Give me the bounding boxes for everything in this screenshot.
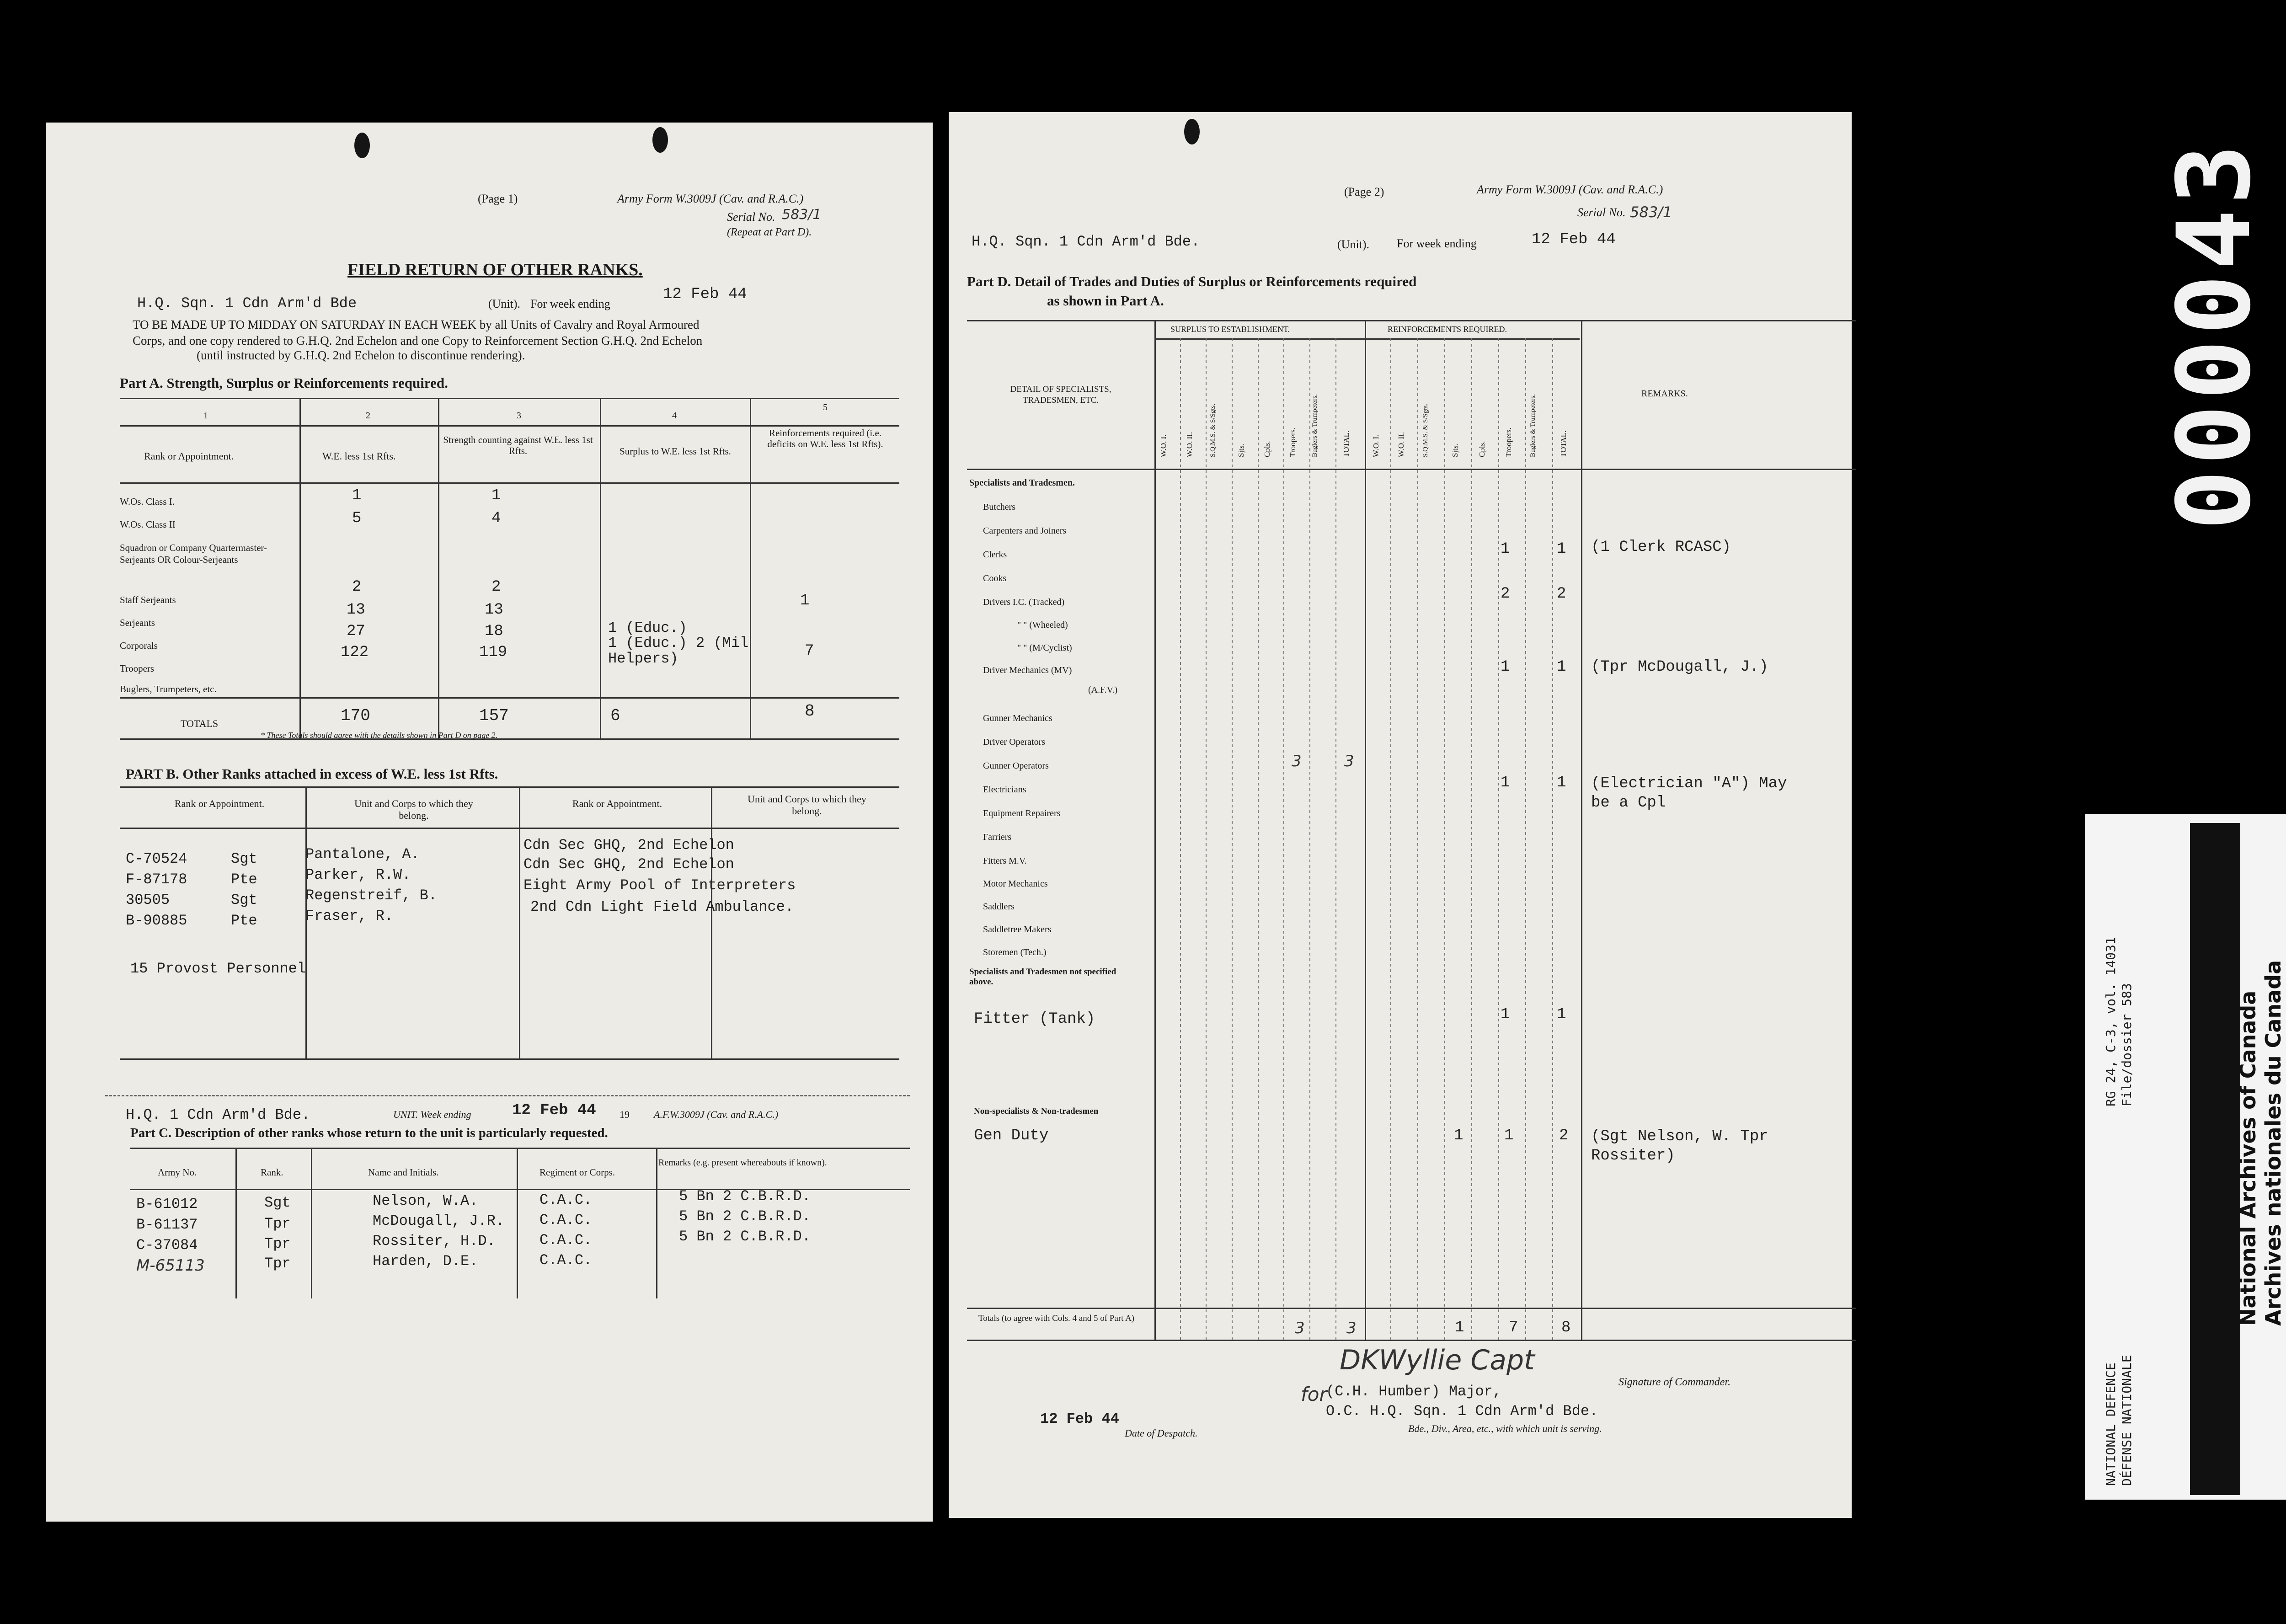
unit: Eight Army Pool of Interpreters [523, 877, 796, 894]
name: Harden, D.E. [373, 1253, 478, 1270]
rank: Sgt [231, 892, 257, 908]
army-no: M-65113 [136, 1256, 205, 1275]
part-a-rule [120, 398, 899, 399]
repeat-note: (Repeat at Part D). [727, 226, 812, 238]
col-header: Cpls. [1263, 441, 1271, 457]
signature-label: Signature of Commander. [1618, 1376, 1731, 1388]
rank: Tpr [264, 1235, 291, 1252]
part-a-divider [299, 398, 301, 738]
trade-label: Equipment Repairers [983, 808, 1061, 818]
trade-label: Drivers I.C. (Tracked) [983, 597, 1065, 607]
remarks: 5 Bn 2 C.B.R.D. [679, 1228, 811, 1245]
part-b-header: Rank or Appointment. [174, 798, 265, 809]
trade-label: Carpenters and Joiners [983, 526, 1067, 536]
gen-duty-sjts: 1 [1454, 1127, 1463, 1144]
part-a-rule [120, 425, 899, 427]
serial-value: 583/1 [782, 207, 822, 223]
archive-dept: DÉFENSE NATIONALE [2119, 1355, 2134, 1486]
part-b-rule [120, 828, 899, 829]
trade-remark: (Tpr McDougall, J.) [1591, 658, 1768, 676]
col-header: S.Q.M.S. & S/Sgts. [1209, 403, 1217, 457]
part-a-header: Reinforcements required (i.e. deficits on W.E. less 1st Rfts). [767, 427, 883, 449]
unit-label: (Unit). [488, 297, 521, 310]
part-b-rule [120, 786, 899, 788]
rank-label: Corporals [120, 640, 158, 651]
unit-value: H.Q. Sqn. 1 Cdn Arm'd Bde [137, 295, 357, 312]
trade-label: (A.F.V.) [1088, 685, 1118, 695]
part-c-unit-label: UNIT. Week ending [393, 1109, 471, 1120]
part-c-header: Rank. [261, 1167, 283, 1178]
col-header: Cpls. [1478, 441, 1486, 457]
totals-sjts: 1 [1455, 1319, 1464, 1336]
trade-label: Saddletree Makers [983, 924, 1052, 935]
gen-duty-total: 2 [1559, 1127, 1569, 1144]
army-no: B-61137 [136, 1216, 198, 1233]
commander-note: Bde., Div., Area, etc., with which unit is serving. [1408, 1423, 1602, 1434]
col-header: W.O. I. [1159, 434, 1168, 457]
col-header: Buglers & Trumpeters. [1529, 394, 1537, 457]
part-d-grid [1154, 338, 1582, 1340]
unit-value: H.Q. Sqn. 1 Cdn Arm'd Bde. [972, 233, 1200, 250]
rank-label: Squadron or Company Quartermaster-Serjeants OR Colour-Serjeants [120, 542, 267, 565]
part-a-rule [120, 482, 899, 484]
army-no: F-87178 [126, 871, 187, 888]
rank: Sgt [264, 1194, 291, 1211]
corps: C.A.C. [539, 1252, 593, 1269]
trade-label: Motor Mechanics [983, 879, 1048, 889]
part-c-unit: H.Q. 1 Cdn Arm'd Bde. [126, 1106, 310, 1123]
strength-value: 13 [485, 601, 503, 619]
archive-name: National Archives of Canada [2236, 990, 2260, 1326]
part-b-divider [711, 786, 712, 1058]
week-label: For week ending [1397, 237, 1477, 250]
corps: C.A.C. [539, 1212, 593, 1229]
remarks: 5 Bn 2 C.B.R.D. [679, 1208, 811, 1225]
totals-surplus-troopers: 3 [1295, 1319, 1305, 1337]
reinf-cpls: 1 [1501, 540, 1510, 558]
col-header: W.O. I. [1372, 434, 1380, 457]
part-c-header: Regiment or Corps. [539, 1167, 615, 1178]
col-header: S.Q.M.S. & S/Sgts. [1422, 403, 1429, 457]
totals-strength: 157 [479, 706, 509, 725]
instruction-line: (until instructed by G.H.Q. 2nd Echelon to discontinue rendering). [197, 348, 525, 362]
col-number: 4 [672, 411, 677, 421]
part-b-header: Unit and Corps to which they belong. [748, 793, 866, 817]
part-c-rule [130, 1148, 910, 1149]
strength-value: 1 [491, 487, 501, 504]
surplus-value: 1 (Educ.) [608, 620, 687, 636]
trade-label: Farriers [983, 832, 1012, 842]
fitter-label: Fitter (Tank) [974, 1010, 1095, 1028]
part-d-rule [967, 1340, 1856, 1341]
section-label: Non-specialists & Non-tradesmen [974, 1106, 1099, 1116]
we-value: 5 [352, 510, 362, 527]
trade-label: " " (M/Cyclist) [1017, 643, 1072, 653]
part-c-header: Remarks (e.g. present whereabouts if known). [658, 1158, 827, 1168]
reinf-cpls: 1 [1501, 658, 1510, 676]
col-header: TOTAL. [1342, 430, 1351, 457]
reinf-header: REINFORCEMENTS REQUIRED. [1388, 325, 1507, 334]
part-b-header: Unit and Corps to which they belong. [354, 798, 473, 821]
commander-name: (C.H. Humber) Major, [1326, 1383, 1502, 1400]
trade-remark: (1 Clerk RCASC) [1591, 539, 1731, 556]
part-d-rule [967, 320, 1856, 321]
col-number: 1 [203, 411, 208, 421]
trade-label: Storemen (Tech.) [983, 947, 1047, 957]
name: Pantalone, A. [305, 846, 420, 863]
trade-label: Cooks [983, 573, 1007, 583]
totals-footnote: * These Totals should agree with the details shown in Part D on page 2. [261, 731, 498, 740]
part-c-header: Army No. [158, 1167, 197, 1178]
instruction-line: Corps, and one copy rendered to G.H.Q. 2nd Echelon and one Copy to Reinforcement Section G.H.Q. 2nd Echelon [133, 334, 703, 347]
unit: Cdn Sec GHQ, 2nd Echelon [523, 837, 734, 854]
col-header: Troopers. [1288, 427, 1297, 457]
rank-label: Troopers [120, 663, 155, 674]
part-a-header: Strength counting against W.E. less 1st Rfts. [443, 434, 593, 456]
unit: Cdn Sec GHQ, 2nd Echelon [523, 856, 734, 873]
we-value: 1 [352, 487, 362, 504]
section-label: Specialists and Tradesmen not specified above. [969, 967, 1116, 987]
strength-value: 2 [491, 578, 501, 596]
part-d-title: Part D. Detail of Trades and Duties of Surplus or Reinforcements required [967, 273, 1417, 289]
archive-name: Archives nationales du Canada [2261, 960, 2286, 1326]
totals-cpls: 7 [1509, 1319, 1518, 1336]
name: Rossiter, H.D. [373, 1233, 496, 1250]
col-header: W.O. II. [1397, 432, 1405, 457]
remarks-header: REMARKS. [1641, 389, 1688, 399]
name: Parker, R.W. [305, 866, 411, 883]
totals-surplus-total: 3 [1346, 1319, 1357, 1337]
punch-hole [652, 127, 668, 153]
part-c-title: Part C. Description of other ranks whose return to the unit is particularly requested. [130, 1126, 608, 1140]
rank: Tpr [264, 1215, 291, 1232]
part-a-divider [438, 398, 439, 738]
frame-number: 000043 [2156, 139, 2273, 530]
army-no: C-37084 [136, 1237, 198, 1254]
fitter-total: 1 [1557, 1006, 1566, 1023]
remarks: 5 Bn 2 C.B.R.D. [679, 1188, 811, 1205]
reinf-total: 1 [1557, 774, 1566, 791]
form-title: FIELD RETURN OF OTHER RANKS. [347, 260, 643, 279]
gen-duty-label: Gen Duty [974, 1127, 1049, 1144]
corps: C.A.C. [539, 1232, 593, 1249]
gen-duty-remark: (Sgt Nelson, W. Tpr Rossiter) [1591, 1128, 1768, 1165]
form-name: Army Form W.3009J (Cav. and R.A.C.) [617, 192, 804, 205]
name: Regenstreif, B. [305, 887, 438, 904]
we-value: 2 [352, 578, 362, 596]
punch-hole [354, 133, 370, 158]
army-no: 30505 [126, 892, 170, 908]
col-header: W.O. II. [1185, 432, 1194, 457]
strength-value: 18 [485, 623, 503, 640]
rank-label: Serjeants [120, 617, 155, 628]
col-header: TOTAL. [1559, 430, 1568, 457]
totals-label: TOTALS [181, 718, 219, 729]
surplus-troopers: 3 [1292, 752, 1302, 770]
part-a-header: W.E. less 1st Rfts. [322, 450, 396, 462]
trade-label: Butchers [983, 502, 1016, 512]
part-c-header: Name and Initials. [368, 1167, 439, 1178]
trade-remark: (Electrician "A") May be a Cpl [1591, 775, 1787, 812]
trade-label: Driver Operators [983, 737, 1046, 747]
page-1-label: (Page 1) [478, 192, 518, 205]
serial-value: 583/1 [1630, 203, 1672, 221]
reinf-value: 1 [800, 592, 810, 609]
trade-label: Clerks [983, 550, 1007, 560]
tear-off-line [105, 1095, 910, 1096]
rank-label: Staff Serjeants [120, 594, 176, 605]
rank: Pte [231, 871, 257, 888]
name: McDougall, J.R. [373, 1213, 505, 1229]
col-number: 2 [366, 411, 370, 421]
trade-label: Gunner Operators [983, 761, 1049, 771]
part-c-divider [311, 1148, 312, 1298]
week-label: For week ending [530, 297, 610, 310]
we-value: 27 [347, 623, 365, 640]
archive-dept: NATIONAL DEFENCE [2103, 1362, 2118, 1486]
page-1-sheet [46, 123, 933, 1522]
col-header: Troopers. [1504, 427, 1513, 457]
trade-label: Electricians [983, 785, 1026, 795]
part-a-title: Part A. Strength, Surplus or Reinforcements required. [120, 375, 448, 391]
col-header: Sjts. [1237, 443, 1245, 457]
unit: 2nd Cdn Light Field Ambulance. [530, 898, 794, 915]
corps: C.A.C. [539, 1191, 593, 1208]
serial-label: Serial No. [727, 210, 775, 224]
part-d-subtitle: as shown in Part A. [1047, 293, 1164, 309]
part-a-divider [600, 398, 601, 738]
rank: Tpr [264, 1255, 291, 1272]
week-value: 12 Feb 44 [663, 286, 747, 303]
reinf-value: 7 [805, 642, 814, 660]
part-c-divider [656, 1148, 657, 1298]
form-name: Army Form W.3009J (Cav. and R.A.C.) [1477, 183, 1663, 196]
part-c-year: 19 [620, 1109, 630, 1120]
reinf-cpls: 2 [1501, 585, 1510, 603]
section-label: Specialists and Tradesmen. [969, 478, 1075, 488]
page-2-label: (Page 2) [1344, 185, 1384, 198]
part-c-week: 12 Feb 44 [512, 1102, 596, 1119]
detail-header: DETAIL OF SPECIALISTS, TRADESMEN, ETC. [1010, 385, 1111, 405]
rank: Pte [231, 912, 257, 929]
part-a-divider [750, 398, 751, 738]
despatch-label: Date of Despatch. [1125, 1427, 1198, 1439]
archive-ref: RG 24, C-3, vol. 14031 [2103, 937, 2118, 1106]
archive-ref: File/dossier 583 [2119, 983, 2134, 1106]
rank-label: W.Os. Class II [120, 519, 176, 530]
totals-surplus: 6 [610, 706, 620, 725]
punch-hole [1184, 119, 1200, 144]
name: Fraser, R. [305, 908, 394, 924]
part-c-form: A.F.W.3009J (Cav. and R.A.C.) [654, 1109, 779, 1120]
part-a-rule [120, 738, 899, 740]
despatch-date: 12 Feb 44 [1040, 1410, 1119, 1427]
gen-duty-cpls: 1 [1504, 1127, 1514, 1144]
surplus-total: 3 [1344, 752, 1354, 770]
strength-value: 119 [479, 644, 507, 661]
rank-label: Buglers, Trumpeters, etc. [120, 684, 217, 694]
col-number: 3 [517, 411, 521, 421]
archive-label-band [2190, 823, 2240, 1495]
col-header: Buglers & Trumpeters. [1311, 394, 1319, 457]
trade-label: Gunner Mechanics [983, 713, 1052, 723]
trade-label: Saddlers [983, 902, 1015, 912]
part-b-divider [519, 786, 520, 1058]
totals-we: 170 [341, 706, 370, 725]
for-mark: for [1301, 1383, 1327, 1405]
we-value: 122 [341, 644, 369, 661]
rank: Sgt [231, 850, 257, 867]
provost-note: 15 Provost Personnel [130, 960, 306, 977]
col-number: 5 [823, 402, 828, 412]
commander-signature: DKWyllie Capt [1340, 1344, 1535, 1376]
week-value: 12 Feb 44 [1532, 231, 1616, 248]
commander-unit: O.C. H.Q. Sqn. 1 Cdn Arm'd Bde. [1326, 1403, 1598, 1420]
totals-total: 8 [1561, 1319, 1571, 1336]
we-value: 13 [347, 601, 365, 619]
surplus-value: 1 (Educ.) 2 (Mil Helpers) [608, 635, 749, 667]
surplus-header: SURPLUS TO ESTABLISHMENT. [1170, 325, 1290, 334]
part-c-divider [235, 1148, 237, 1298]
part-b-header: Rank or Appointment. [572, 798, 662, 809]
part-b-title: PART B. Other Ranks attached in excess of W.E. less 1st Rfts. [126, 766, 498, 782]
army-no: B-61012 [136, 1196, 198, 1213]
reinf-total: 1 [1557, 658, 1566, 676]
serial-label: Serial No. [1577, 206, 1626, 219]
totals-reinf: 8 [805, 702, 815, 721]
part-a-header: Surplus to W.E. less 1st Rfts. [620, 446, 731, 457]
part-a-header: Rank or Appointment. [144, 450, 234, 462]
trade-label: " " (Wheeled) [1017, 620, 1068, 630]
trade-label: Driver Mechanics (MV) [983, 665, 1072, 675]
unit-label: (Unit). [1337, 238, 1370, 251]
reinf-total: 2 [1557, 585, 1566, 603]
reinf-total: 1 [1557, 540, 1566, 558]
reinf-cpls: 1 [1501, 774, 1510, 791]
name: Nelson, W.A. [373, 1192, 478, 1209]
trade-label: Fitters M.V. [983, 856, 1027, 866]
part-b-rule [120, 1058, 899, 1060]
strength-value: 4 [491, 510, 501, 527]
army-no: B-90885 [126, 912, 187, 929]
instruction-line: TO BE MADE UP TO MIDDAY ON SATURDAY IN EACH WEEK by all Units of Cavalry and Royal Armoured [133, 318, 700, 331]
part-a-rule [120, 697, 899, 699]
totals-label: Totals (to agree with Cols. 4 and 5 of Part A) [978, 1314, 1135, 1323]
fitter-cpls: 1 [1501, 1006, 1510, 1023]
col-header: Sjts. [1451, 443, 1459, 457]
army-no: C-70524 [126, 850, 187, 867]
rank-label: W.Os. Class I. [120, 496, 175, 507]
part-c-divider [517, 1148, 518, 1298]
